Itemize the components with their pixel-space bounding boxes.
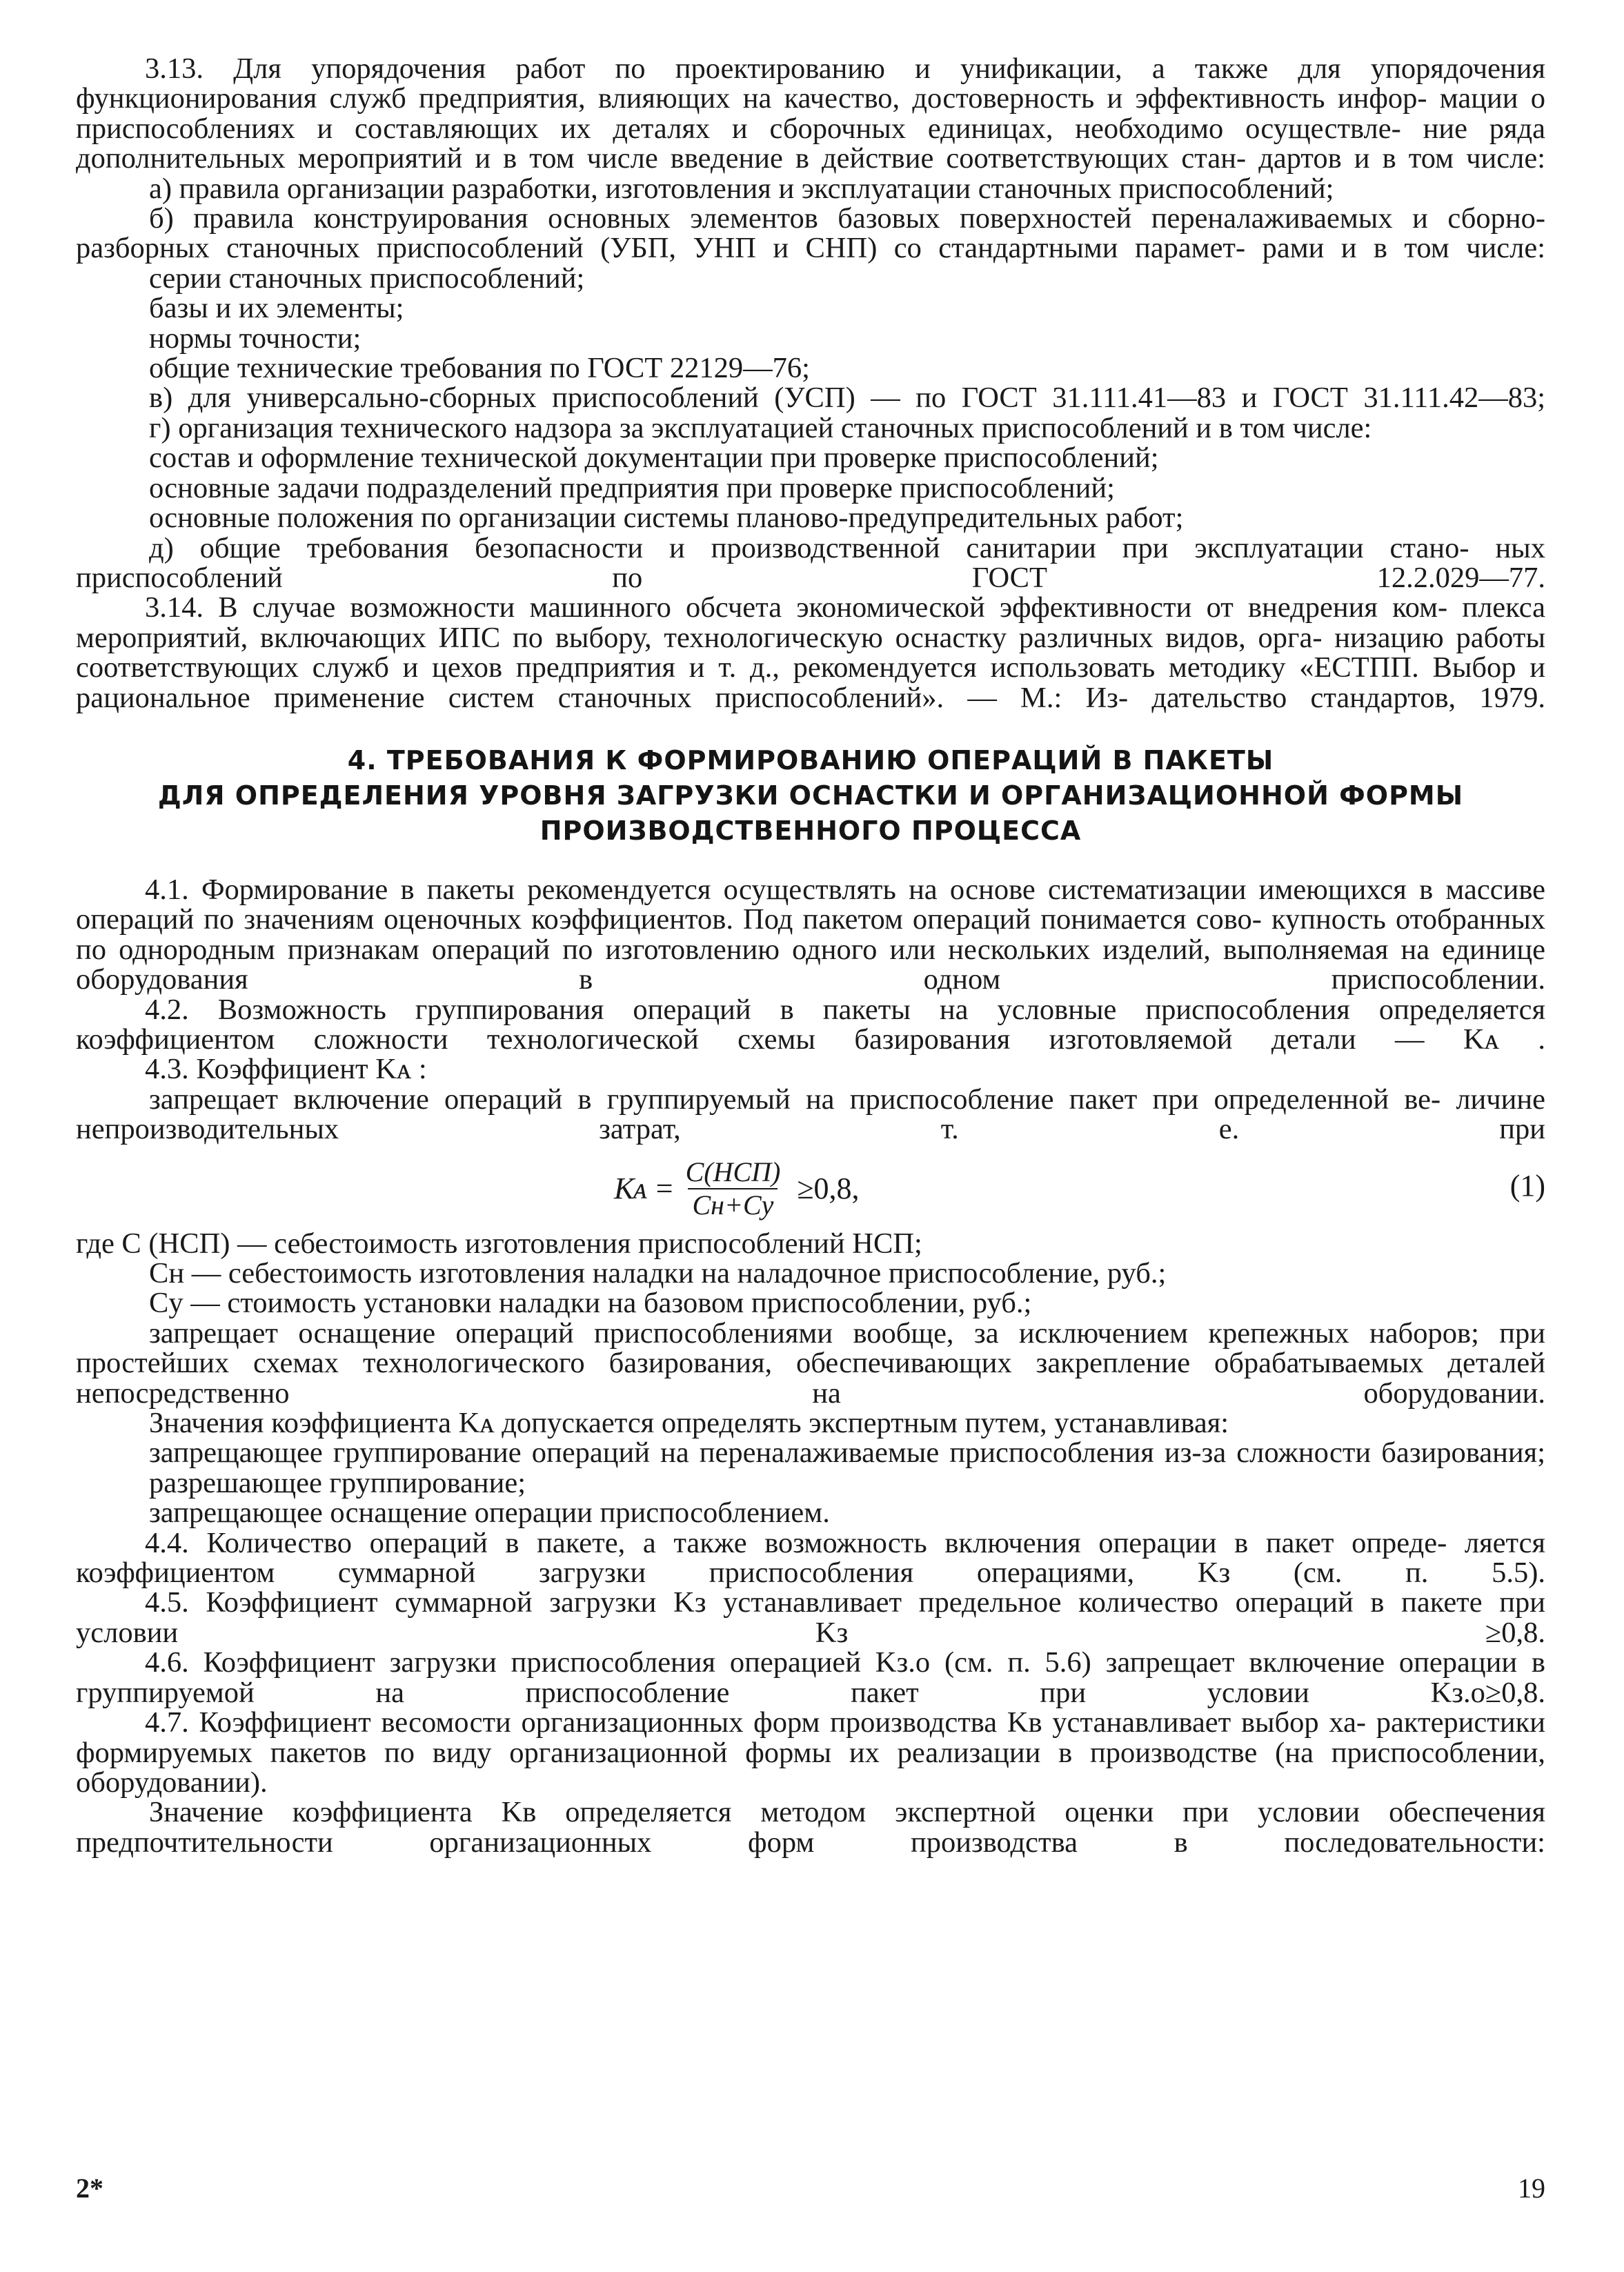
formula-expression bbox=[614, 1154, 860, 1223]
sub-item-general-requirements: общие технические требования по ГОСТ 22129—76; bbox=[149, 352, 810, 385]
list-item-b: б) правила конструирования основных элементов базовых поверхностей переналаживаемых и сборно-разборных станочных приспособлений (УБП, УНП и СНП) со стандартными парамет- рами и в том числе: bbox=[76, 202, 1546, 265]
paragraph-prohibits-equipping: запрещает оснащение операций приспособлениями вообще, за исключением крепежных наборов; при простейших схемах технологического базирования, обеспечивающих закрепление обрабатываемых деталей непосредственно на оборудовании. bbox=[76, 1316, 1546, 1410]
paragraph-4-2: 4.2. Возможность группирования операций в пакеты на условные приспособления определяется коэффициентом сложности технологической схемы базирования изготовляемой детали — Kᴀ . bbox=[76, 993, 1545, 1056]
heading-line-2: ДЛЯ ОПРЕДЕЛЕНИЯ УРОВНЯ ЗАГРУЗКИ ОСНАСТКИ И ОРГАНИЗАЦИОННОЙ ФОРМЫ bbox=[157, 780, 1464, 811]
paragraph-4-1: 4.1. Формирование в пакеты рекомендуется осуществлять на основе систематизации имеющихся в массиве операций по значениям оценочных коэффициентов. Под пакетом операций понимается сово- купность отобранных по однородным признакам операций по изготовлению одного или нескольких изделий, выполняемая на единице оборудования в одном приспособлении. bbox=[76, 873, 1545, 996]
sub-item-bases: базы и их элементы; bbox=[149, 292, 404, 325]
section-3-continuation bbox=[76, 54, 1545, 713]
sub-item-accuracy: нормы точности; bbox=[149, 322, 362, 355]
paragraph-4-5: 4.5. Коэффициент суммарной загрузки Kз устанавливает предельное количество операций в пакете при условии Kз ≥0,8. bbox=[76, 1586, 1545, 1649]
list-item-a: а) правила организации разработки, изготовления и эксплуатации станочных приспособлений; bbox=[149, 172, 1334, 205]
list-item-d: д) общие требования безопасности и производственной санитарии при эксплуатации стано- ных приспособлений по ГОСТ 12.2.029—77. bbox=[76, 531, 1545, 594]
formula-numerator: C(НСП) bbox=[685, 1156, 781, 1187]
formula-1 bbox=[76, 1147, 1545, 1229]
section-4-heading bbox=[76, 743, 1545, 849]
formula-rhs: ≥0,8, bbox=[797, 1171, 860, 1205]
formula-fraction bbox=[682, 1156, 785, 1221]
signature-mark: 2* bbox=[76, 2173, 103, 2204]
formula-lhs: Kᴀ = bbox=[614, 1171, 675, 1205]
document-page bbox=[76, 54, 1545, 2213]
paragraph-3-14: 3.14. В случае возможности машинного обсчета экономической эффективности от внедрения ком- плекса мероприятий, включающих ИПС по выбору, технологическую оснастку различных видов, орга- низацию работы соответствующих служб и цехов предприятия и т. д., рекомендуется использовать методику «ЕСТПП. Выбор и рациональное применение систем станочных приспособлений». — М.: Из- дательство стандартов, 1979. bbox=[76, 591, 1546, 714]
list-item-v: в) для универсально-сборных приспособлений (УСП) — по ГОСТ 31.111.41—83 и ГОСТ 31.111.42—83; bbox=[149, 382, 1545, 415]
paragraph-ka-values: Значения коэффициента Kᴀ допускается определять экспертным путем, устанавливая: bbox=[149, 1407, 1229, 1440]
paragraph-kv-value: Значение коэффициента Kв определяется методом экспертной оценки при условии обеспечения предпочтительности организационных форм производства в последовательности: bbox=[76, 1796, 1545, 1859]
paragraph-4-3: 4.3. Коэффициент Kᴀ : bbox=[145, 1053, 427, 1086]
where-c-u: Cу — стоимость установки наладки на базовом приспособлении, руб.; bbox=[149, 1287, 1032, 1320]
heading-line-1: 4. ТРЕБОВАНИЯ К ФОРМИРОВАНИЮ ОПЕРАЦИЙ В ПАКЕТЫ bbox=[347, 744, 1274, 776]
formula-number: (1) bbox=[1509, 1168, 1545, 1203]
sub-item-tasks: основные задачи подразделений предприятия при проверке приспособлений; bbox=[149, 471, 1115, 504]
paragraph-4-7: 4.7. Коэффициент весомости организационных форм производства Kв устанавливает выбор ха- рактеристики формируемых пакетов по виду организационной формы их реализации в производстве (на приспособлении, оборудовании). bbox=[76, 1706, 1546, 1799]
where-c-n: Cн — себестоимость изготовления наладки на наладочное приспособление, руб.; bbox=[149, 1257, 1167, 1290]
where-c-nsp: где C (НСП) — себестоимость изготовления приспособлений НСП; bbox=[76, 1227, 922, 1260]
sub-item-series: серии станочных приспособлений; bbox=[149, 261, 585, 295]
sub-item-documentation: состав и оформление технической документации при проверке приспособлений; bbox=[149, 442, 1159, 475]
section-4-body bbox=[76, 875, 1545, 1857]
paragraph-4-6: 4.6. Коэффициент загрузки приспособления операцией Kз.о (см. п. 5.6) запрещает включение операции в группируемой на приспособление пакет при условии Kз.о≥0,8. bbox=[76, 1646, 1545, 1709]
paragraph-4-4: 4.4. Количество операций в пакете, а также возможность включения операции в пакет опреде- ляется коэффициентом суммарной загрузки приспособления операциями, Kз (см. п. 5.5). bbox=[76, 1526, 1546, 1590]
item-prohibiting-equipping: запрещающее оснащение операции приспособлением. bbox=[149, 1496, 830, 1530]
page-number: 19 bbox=[1518, 2173, 1545, 2204]
paragraph-prohibits-inclusion: запрещает включение операций в группируемый на приспособление пакет при определенной ве- личине непроизводительных затрат, т. е. при bbox=[76, 1083, 1545, 1146]
item-prohibiting-grouping: запрещающее группирование операций на переналаживаемые приспособления из-за сложности базирования; bbox=[149, 1436, 1546, 1470]
item-allowing-grouping: разрешающее группирование; bbox=[149, 1466, 526, 1499]
heading-line-3: ПРОИЗВОДСТВЕННОГО ПРОЦЕССА bbox=[539, 815, 1082, 846]
page-footer bbox=[76, 2172, 1545, 2205]
paragraph-3-13: 3.13. Для упорядочения работ по проектированию и унификации, а также для упорядочения функционирования служб предприятия, влияющих на качество, достоверность и эффективность инфор- мации о приспособлениях и составляющих их деталях и сборочных единицах, необходимо осуществле- ние ряда дополнительных мероприятий и в том числе введение в действие соответствующих стан- дартов и в том числе: bbox=[76, 52, 1546, 175]
list-item-g: г) организация технического надзора за эксплуатацией станочных приспособлений и в том числе: bbox=[149, 411, 1372, 444]
formula-denominator: Cн+Cу bbox=[688, 1188, 778, 1221]
sub-item-maintenance: основные положения по организации системы планово-предупредительных работ; bbox=[149, 502, 1184, 535]
